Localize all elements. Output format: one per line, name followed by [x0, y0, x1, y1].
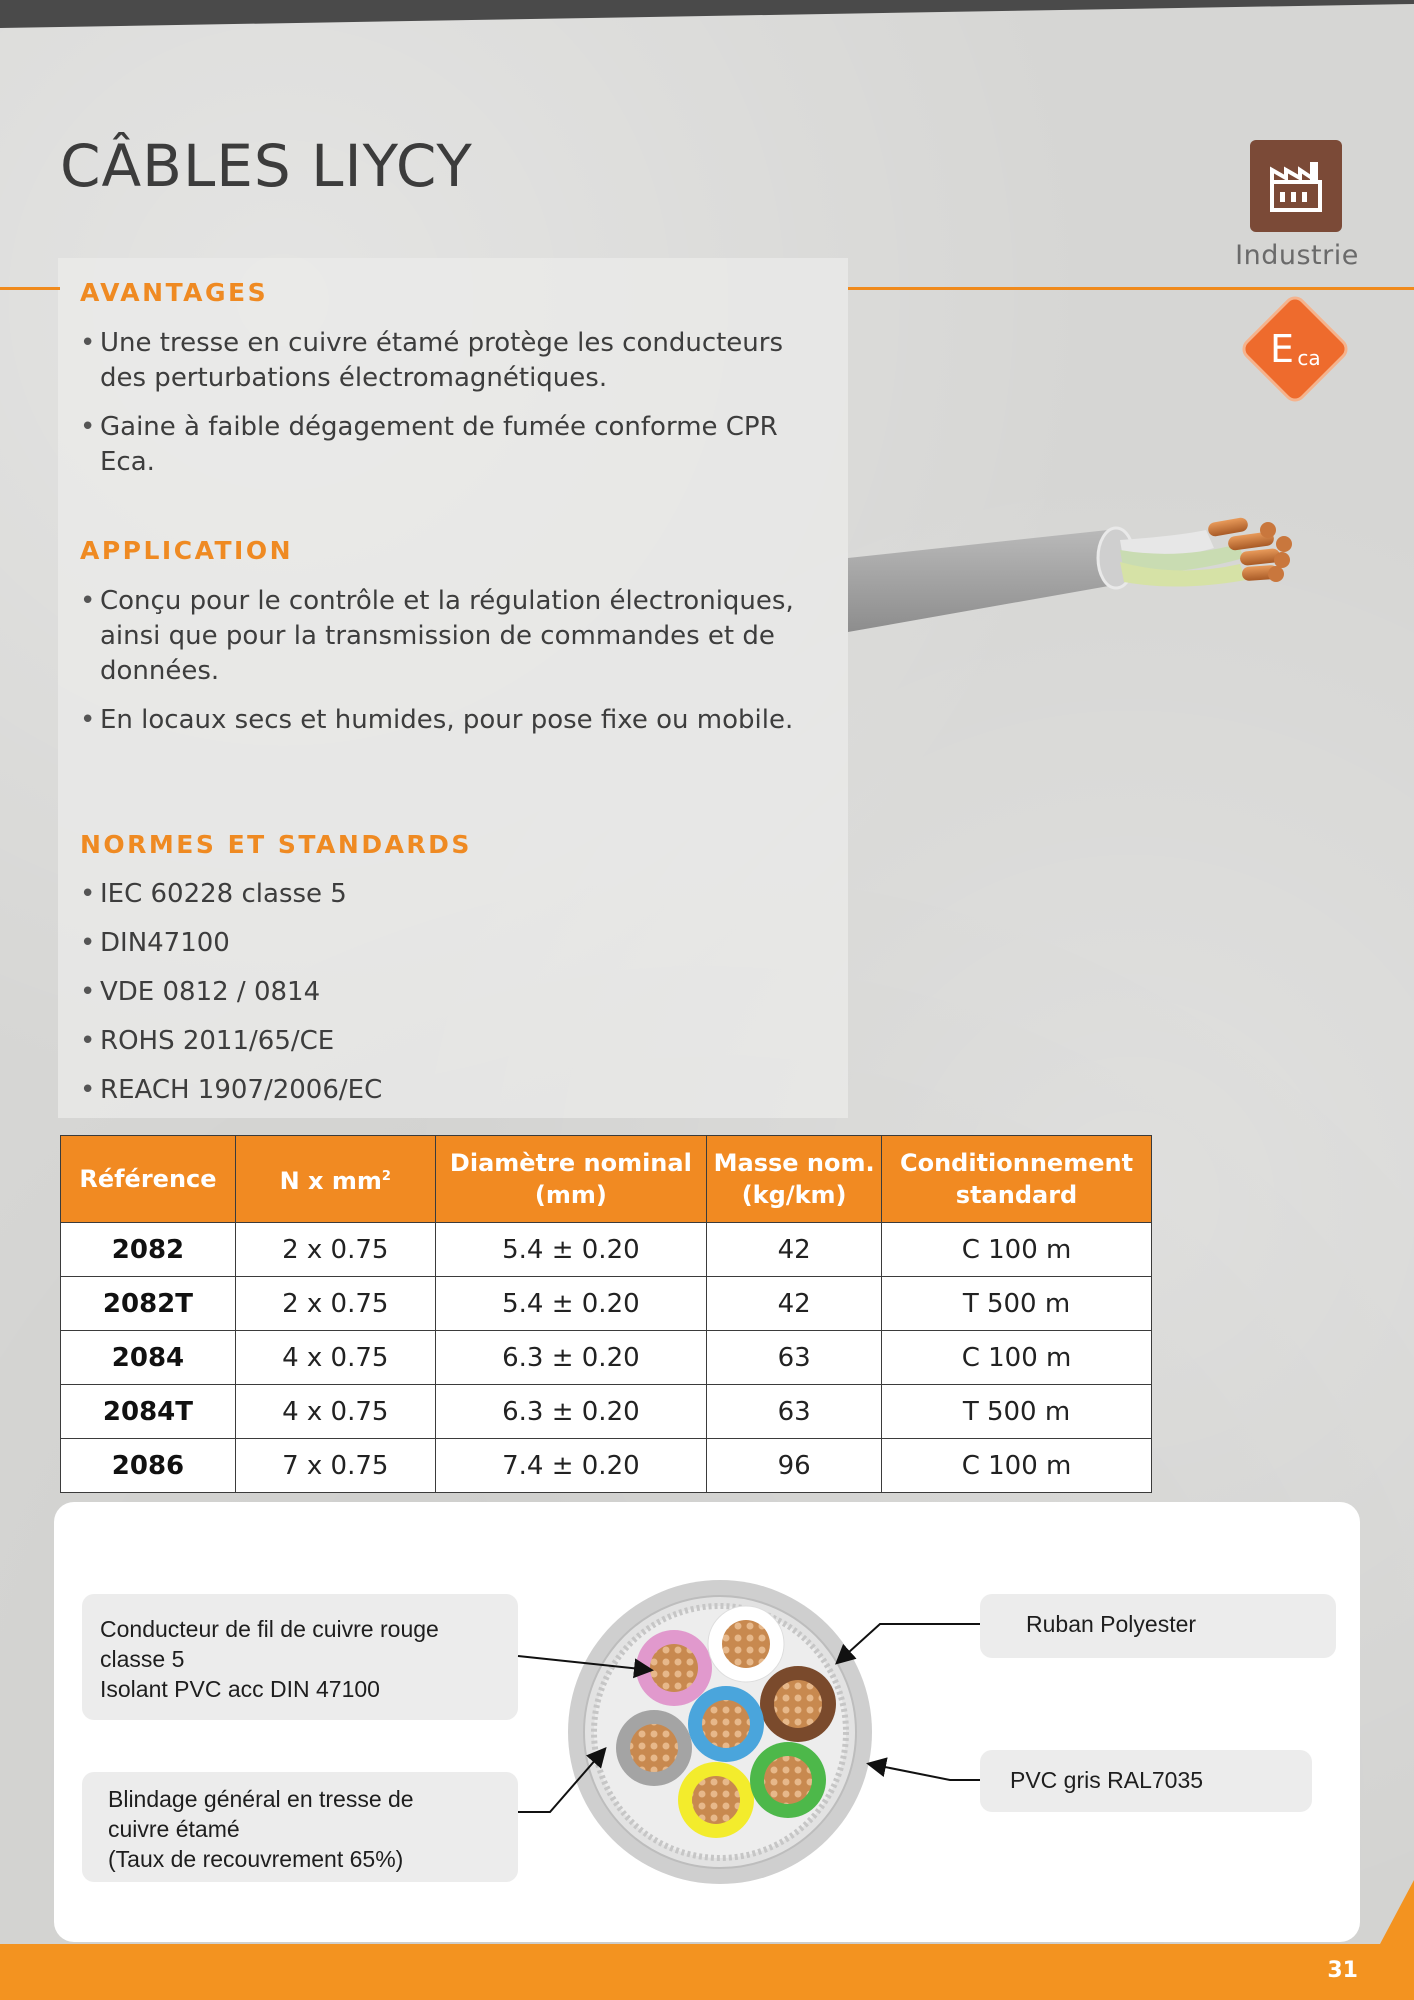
table-row	[61, 1223, 1152, 1277]
blindage-line3: (Taux de recouvrement 65%)	[108, 1846, 404, 1872]
blindage-line1: Blindage général en tresse de	[108, 1786, 414, 1812]
conductor-line2: classe 5	[100, 1646, 185, 1672]
conductor-line1: Conducteur de fil de cuivre rouge	[100, 1616, 439, 1642]
header-diametre-line2: (mm)	[534, 1181, 607, 1209]
cell-section: 4 x 0.75	[235, 1385, 435, 1439]
cell-masse: 96	[707, 1439, 882, 1493]
cell-diametre: 7.4 ± 0.20	[435, 1439, 707, 1493]
cell-reference: 2084T	[61, 1385, 236, 1439]
cell-reference: 2082	[61, 1223, 236, 1277]
list-item: • Conçu pour le contrôle et la régulation électroniques, ainsi que pour la transmission de commandes et de données.	[80, 584, 820, 689]
cell-reference: 2086	[61, 1439, 236, 1493]
header-diametre	[435, 1136, 707, 1223]
list-item: • En locaux secs et humides, pour pose fixe ou mobile.	[80, 703, 820, 738]
header-masse-line2: (kg/km)	[741, 1181, 847, 1209]
list-item: • Gaine à faible dégagement de fumée conforme CPR Eca.	[80, 410, 820, 480]
list-item: • IEC 60228 classe 5	[80, 877, 820, 912]
normes-list	[80, 877, 820, 1122]
avantages-heading: AVANTAGES	[80, 278, 269, 307]
page-title: CÂBLES LIYCY	[60, 132, 473, 200]
cell-section: 2 x 0.75	[235, 1277, 435, 1331]
pvc-label: PVC gris RAL7035	[980, 1750, 1312, 1812]
header-section-sup: 2	[381, 1169, 391, 1184]
header-cond-line2: standard	[955, 1181, 1078, 1209]
application-heading: APPLICATION	[80, 536, 294, 565]
list-item: • ROHS 2011/65/CE	[80, 1024, 820, 1059]
cell-conditionnement: T 500 m	[882, 1277, 1152, 1331]
header-masse-line1: Masse nom.	[713, 1149, 875, 1177]
cell-diametre: 5.4 ± 0.20	[435, 1277, 707, 1331]
ruban-label: Ruban Polyester	[980, 1594, 1336, 1658]
cable-cross-section	[480, 1560, 1000, 1900]
cell-diametre: 6.3 ± 0.20	[435, 1331, 707, 1385]
conductor-label	[82, 1594, 518, 1720]
cell-masse: 42	[707, 1223, 882, 1277]
eca-main-text: E	[1269, 327, 1295, 371]
cell-conditionnement: C 100 m	[882, 1331, 1152, 1385]
cell-conditionnement: C 100 m	[882, 1439, 1152, 1493]
cell-conditionnement: T 500 m	[882, 1385, 1152, 1439]
industry-label: Industrie	[1235, 240, 1359, 271]
header-section	[235, 1136, 435, 1223]
cell-masse: 42	[707, 1277, 882, 1331]
normes-heading: NORMES ET STANDARDS	[80, 830, 472, 859]
eca-badge-icon	[1232, 286, 1358, 412]
cell-masse: 63	[707, 1331, 882, 1385]
cell-masse: 63	[707, 1385, 882, 1439]
eca-sub-text: ca	[1297, 346, 1321, 370]
table-row	[61, 1439, 1152, 1493]
cell-diametre: 6.3 ± 0.20	[435, 1385, 707, 1439]
header-cond-line1: Conditionnement	[899, 1149, 1134, 1177]
cell-section: 2 x 0.75	[235, 1223, 435, 1277]
application-list	[80, 584, 820, 752]
list-item: • DIN47100	[80, 926, 820, 961]
spec-table	[60, 1135, 1152, 1493]
table-row	[61, 1277, 1152, 1331]
header-section-base: N x mm	[279, 1167, 382, 1195]
header-diametre-line1: Diamètre nominal	[449, 1149, 692, 1177]
conductor-line3: Isolant PVC acc DIN 47100	[100, 1676, 380, 1702]
list-item: • Une tresse en cuivre étamé protège les conducteurs des perturbations électromagnétiques.	[80, 326, 820, 396]
cell-reference: 2084	[61, 1331, 236, 1385]
bottom-corner-decor	[1320, 1880, 1414, 1944]
header-masse	[707, 1136, 882, 1223]
table-row	[61, 1331, 1152, 1385]
list-item: • REACH 1907/2006/EC	[80, 1073, 820, 1108]
list-item: • VDE 0812 / 0814	[80, 975, 820, 1010]
cell-section: 4 x 0.75	[235, 1331, 435, 1385]
blindage-line2: cuivre étamé	[108, 1816, 240, 1842]
blindage-label	[82, 1772, 518, 1882]
page-number: 31	[1327, 1958, 1358, 1983]
cell-reference: 2082T	[61, 1277, 236, 1331]
table-header-row	[61, 1136, 1152, 1223]
orange-rule-left	[0, 287, 60, 290]
cable-illustration	[848, 500, 1368, 650]
bottom-band	[0, 1944, 1414, 2000]
table-row	[61, 1385, 1152, 1439]
top-decor-bar	[0, 0, 1414, 28]
cell-conditionnement: C 100 m	[882, 1223, 1152, 1277]
header-conditionnement	[882, 1136, 1152, 1223]
cell-diametre: 5.4 ± 0.20	[435, 1223, 707, 1277]
cell-section: 7 x 0.75	[235, 1439, 435, 1493]
header-reference: Référence	[61, 1136, 236, 1223]
factory-icon	[1250, 140, 1342, 232]
avantages-list	[80, 326, 820, 494]
